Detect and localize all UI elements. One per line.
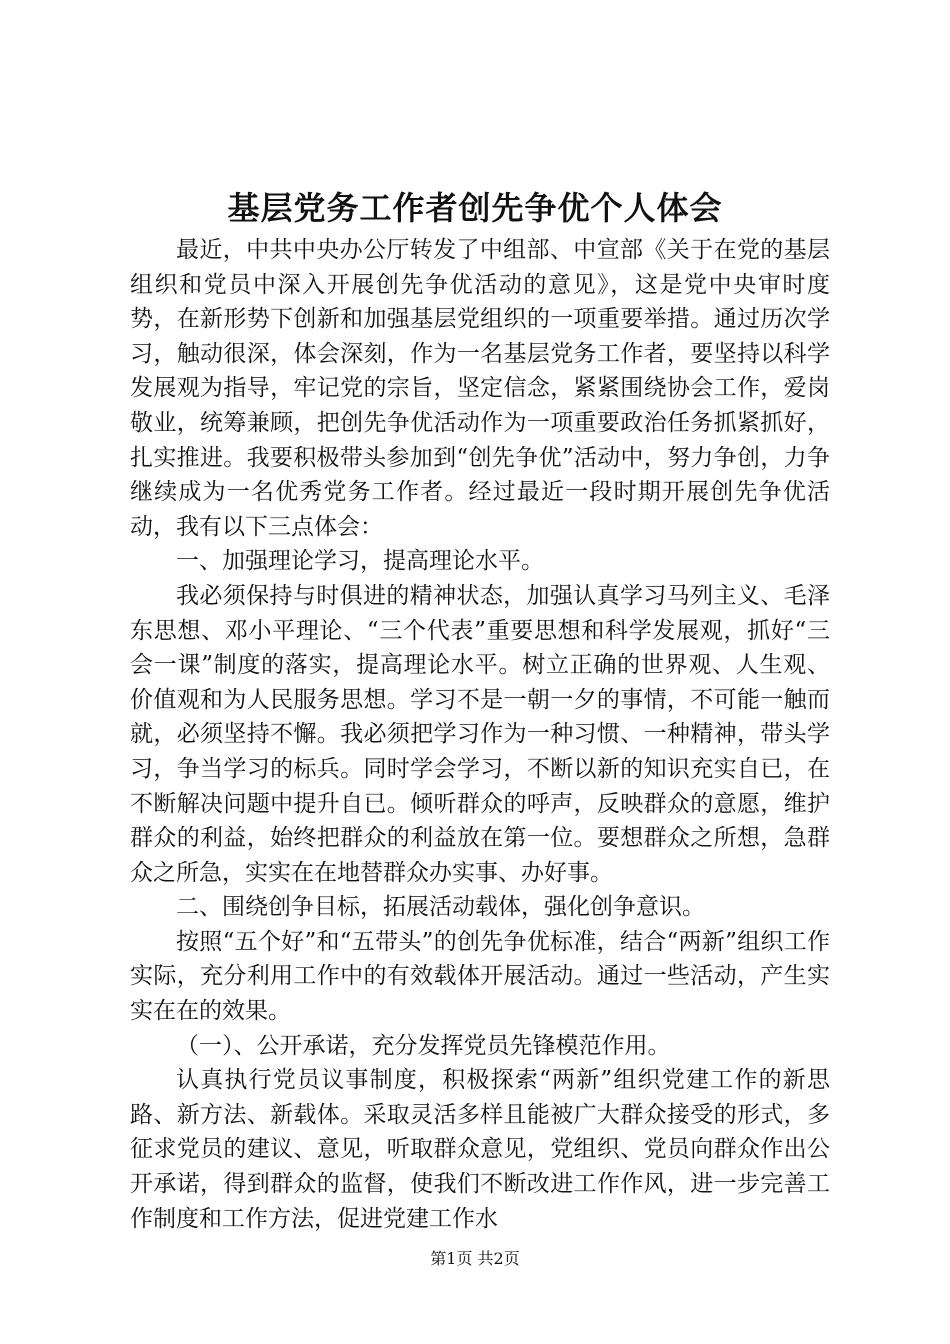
subsection-1-paragraph: 认真执行党员议事制度，积极探索“两新”组织党建工作的新思路、新方法、新载体。采取灵活多样且能被广大群众接受的形式，多征求党员的建议、意见，听取群众意见，党组织、党员向群众作出公开承诺，得到群众的监督，使我们不断改进工作作风，进一步完善工作制度和工作方法，促进党建工作水 bbox=[130, 1067, 830, 1232]
document-title: 基层党务工作者创先争优个人体会 bbox=[227, 189, 723, 227]
intro-paragraph: 最近，中共中央办公厅转发了中组部、中宣部《关于在党的基层组织和党员中深入开展创先争优活动的意见》，这是党中央审时度势，在新形势下创新和加强基层党组织的一项重要举措。通过历次学习，触动很深，体会深刻，作为一名基层党务工作者，要坚持以科学发展观为指导，牢记党的宗旨，坚定信念，紧紧围绕协会工作，爱岗敬业，统筹兼顾，把创先争优活动作为一项重要政治任务抓紧抓好，扎实推进。我要积极带头参加到“创先争优”活动中，努力争创，力争继续成为一名优秀党务工作者。经过最近一段时期开展创先争优活动，我有以下三点体会： bbox=[130, 237, 830, 540]
subsection-heading-1: （一）、公开承诺，充分发挥党员先锋模范作用。 bbox=[176, 1032, 671, 1059]
document-body bbox=[130, 233, 830, 1236]
section-1-paragraph: 我必须保持与时俱进的精神状态，加强认真学习马列主义、毛泽东思想、邓小平理论、“三个代表”重要思想和科学发展观，抓好“三会一课”制度的落实，提高理论水平。树立正确的世界观、人生观、价值观和为人民服务思想。学习不是一朝一夕的事情，不可能一触而就，必须坚持不懈。我必须把学习作为一种习惯、一种精神，带头学习，争当学习的标兵。同时学会学习，不断以新的知识充实自已，在不断解决问题中提升自已。倾听群众的呼声，反映群众的意愿，维护群众的利益，始终把群众的利益放在第一位。要想群众之所想，急群众之所急，实实在在地替群众办实事、办好事。 bbox=[130, 582, 830, 886]
section-2-paragraph: 按照“五个好”和“五带头”的创先争优标准，结合“两新”组织工作实际，充分利用工作中的有效载体开展活动。通过一些活动，产生实实在在的效果。 bbox=[130, 928, 830, 1025]
section-heading-1: 一、加强理论学习，提高理论水平。 bbox=[176, 548, 544, 575]
page-footer: 第1页 共2页 bbox=[430, 1249, 520, 1268]
section-heading-2: 二、围绕创争目标，拓展活动载体，强化创争意识。 bbox=[176, 894, 705, 921]
